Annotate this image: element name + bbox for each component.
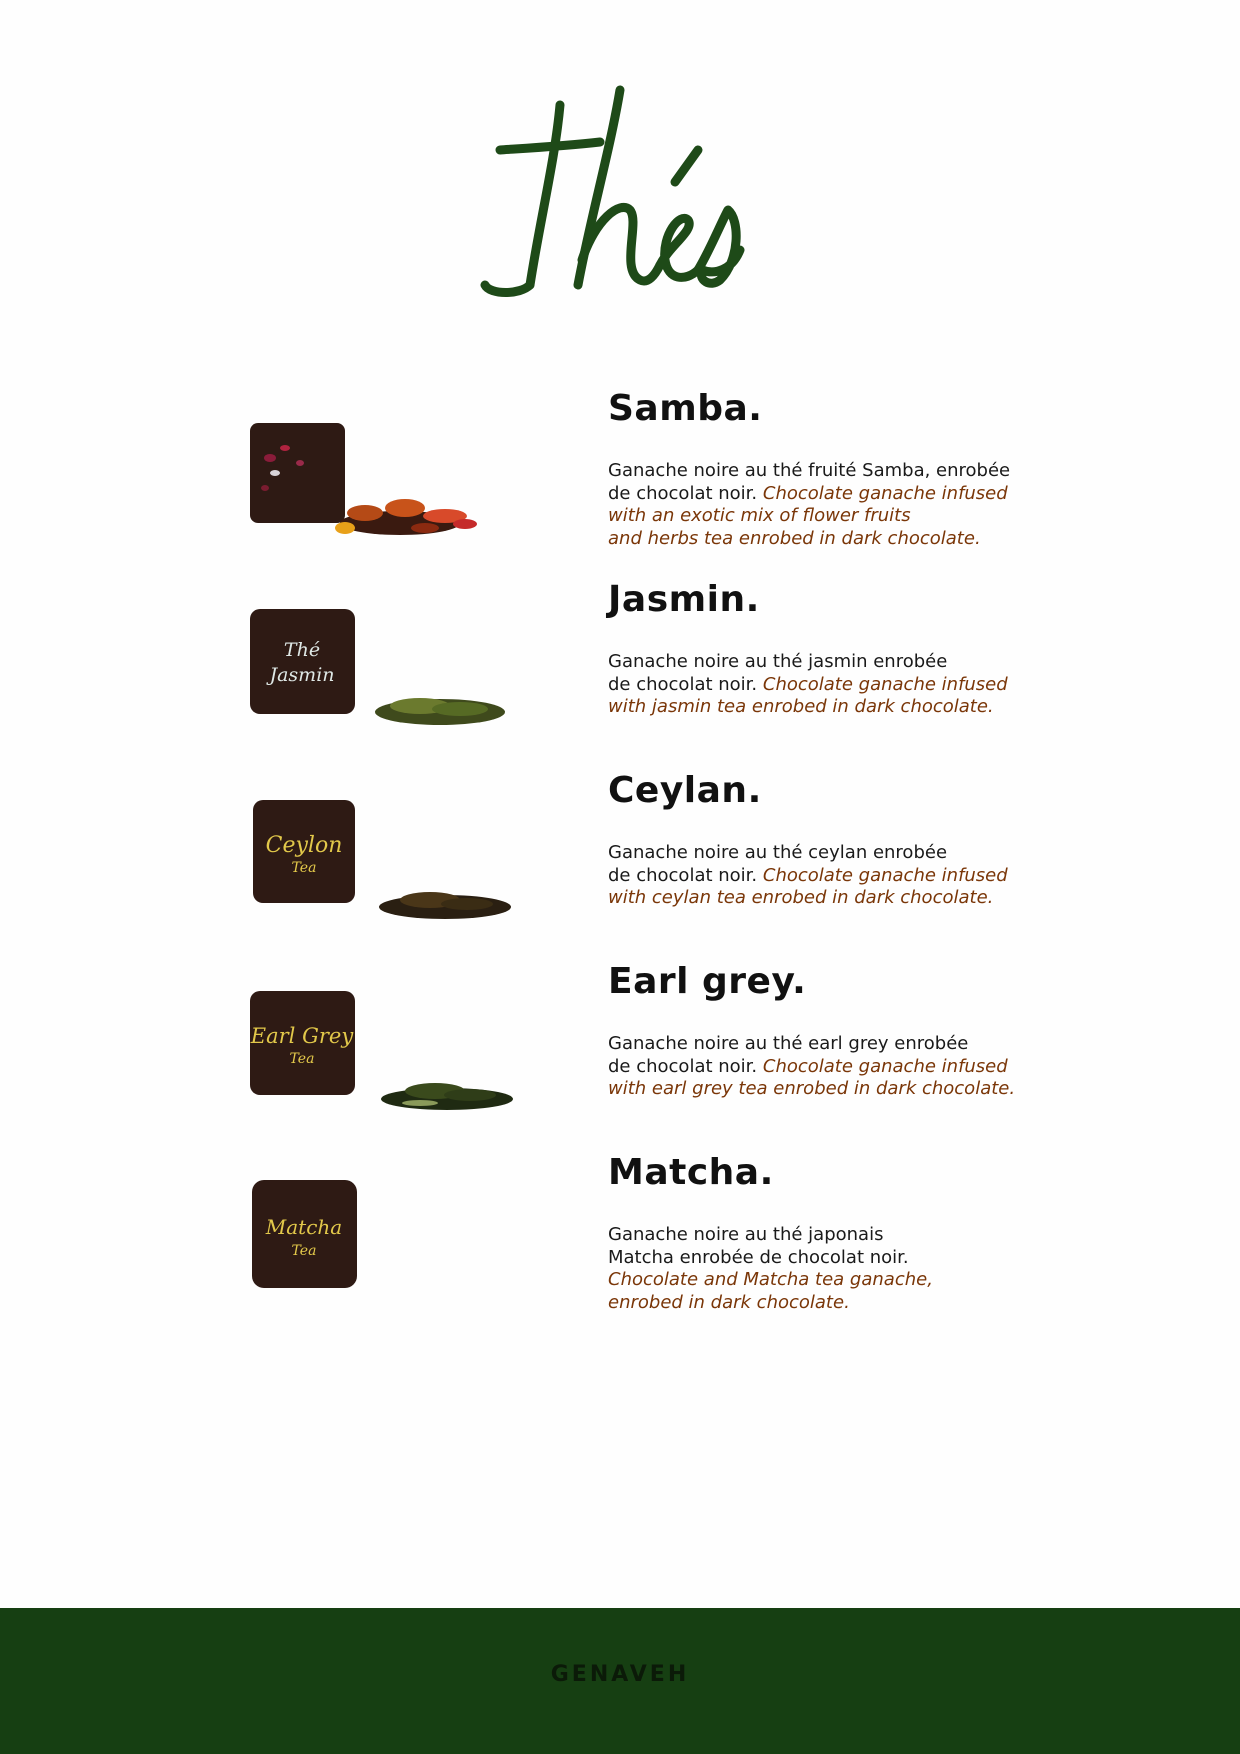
svg-text:Thé: Thé <box>283 639 321 661</box>
item-title: Samba. <box>608 388 763 429</box>
earl-grey-tea-leaves-icon <box>381 1083 513 1110</box>
item-title: Jasmin. <box>608 579 760 620</box>
item-description: Ganache noire au thé jasmin enrobée de chocolat noir. Chocolate ganache infused with jasmin tea enrobed in dark chocolate. <box>608 651 1008 717</box>
samba-chocolate <box>250 423 345 523</box>
svg-text:Jasmin: Jasmin <box>269 664 335 686</box>
fruit-tea-pile-icon <box>335 499 477 535</box>
item-title: Earl grey. <box>608 961 807 1002</box>
item-description: Ganache noire au thé japonais Matcha enrobée de chocolat noir. Chocolate and Matcha tea ganache, enrobed in dark chocolate. <box>608 1224 933 1313</box>
footer <box>0 1608 1240 1754</box>
item-title: Matcha. <box>608 1152 774 1193</box>
matcha-product-image <box>245 1180 545 1320</box>
thes-script-logo <box>470 70 770 310</box>
brand-logo: GENAVEH <box>550 1662 690 1687</box>
item-description: Ganache noire au thé fruité Samba, enrobée de chocolat noir. Chocolate ganache infused with an exotic mix of flower fruits and herbs tea enrobed in dark chocolate. <box>608 460 1011 549</box>
item-description: Ganache noire au thé ceylan enrobée de chocolat noir. Chocolate ganache infused with ceylan tea enrobed in dark chocolate. <box>608 842 1008 908</box>
samba-product-image <box>245 418 545 558</box>
jasmin-chocolate <box>250 609 355 714</box>
svg-text:Tea: Tea <box>291 860 317 876</box>
item-description: Ganache noire au thé earl grey enrobée de chocolat noir. Chocolate ganache infused with earl grey tea enrobed in dark chocolate. <box>608 1033 1016 1099</box>
jasmin-tea-leaves-icon <box>375 698 505 725</box>
svg-text:Ceylon: Ceylon <box>265 833 343 858</box>
svg-text:Tea: Tea <box>291 1243 317 1259</box>
page-title <box>0 70 1240 310</box>
earl-grey-product-image <box>245 991 545 1131</box>
svg-text:Earl Grey: Earl Grey <box>250 1024 354 1048</box>
svg-text:Matcha: Matcha <box>265 1215 343 1239</box>
ceylon-tea-leaves-icon <box>379 892 511 919</box>
ceylan-product-image <box>245 800 545 940</box>
item-title: Ceylan. <box>608 770 762 811</box>
jasmin-product-image <box>245 609 545 749</box>
svg-text:Tea: Tea <box>289 1051 315 1067</box>
